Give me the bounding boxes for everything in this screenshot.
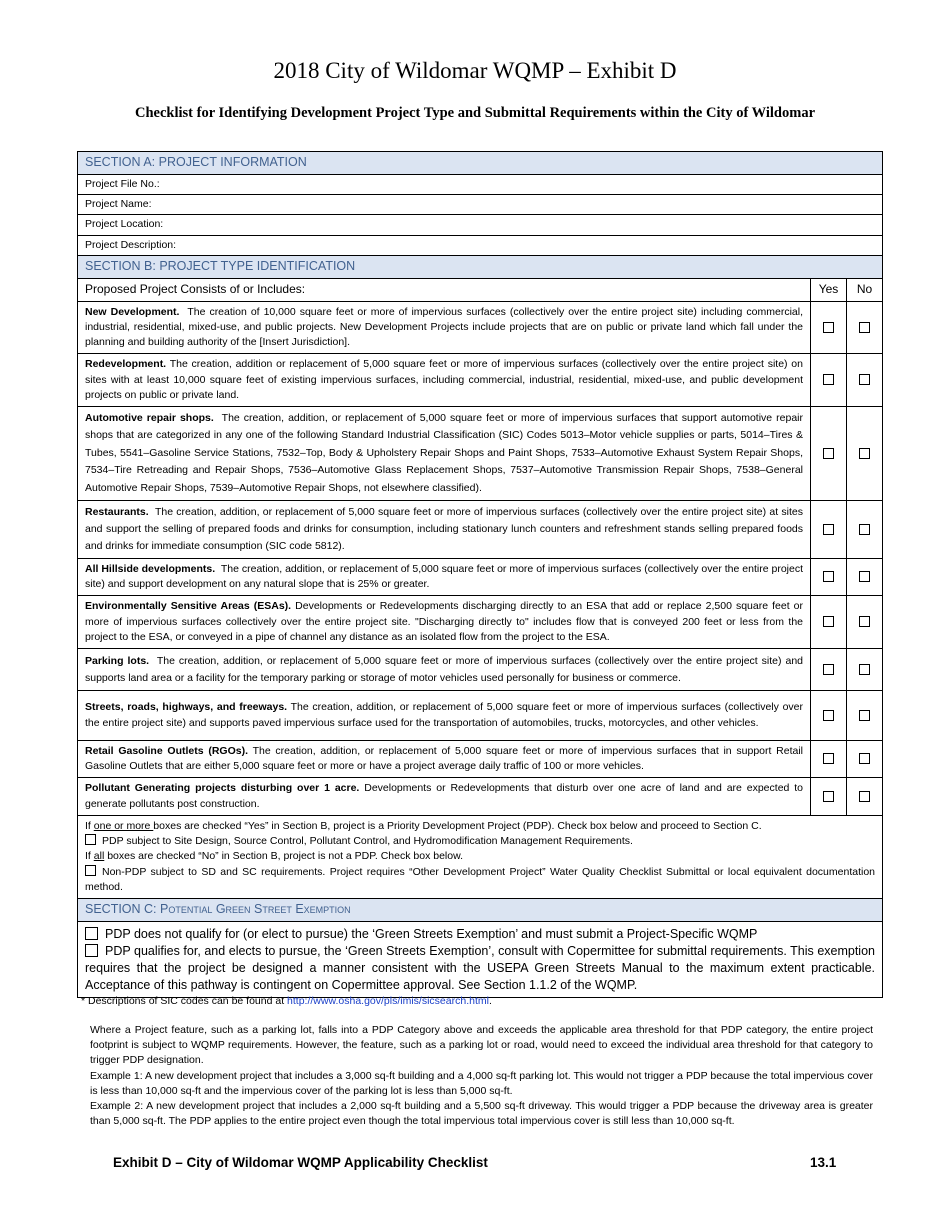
row-text: [78, 596, 811, 649]
yes-checkbox[interactable]: [823, 524, 834, 535]
row-new-development: [78, 301, 883, 354]
sic-search-link[interactable]: http://www.osha.gov/pls/imis/sicsearch.html: [287, 995, 489, 1007]
row-title: Environmentally Sensitive Areas (ESAs).: [85, 600, 292, 613]
row-text: [78, 501, 811, 559]
no-checkbox[interactable]: [859, 791, 870, 802]
row-automotive-repair: [78, 407, 883, 501]
yes-checkbox[interactable]: [823, 710, 834, 721]
note-paragraph: Where a Project feature, such as a parking lot, falls into a PDP Category above and exceeds the applicable area threshold for that PDP category, the entire project footprint is subject to WQMP requirements. However, the feature, such as a parking lot or road, would need to exceed the individual area threshold for that category to trigger PDP designation.: [90, 1024, 873, 1067]
row-description: The creation, addition, or replacement of 5,000 square feet or more of impervious surfaces (collectively over the entire project site) and supports land area or a facility for the temporary parking or storage of motor vehicles used personally for business or commerce.: [85, 654, 803, 684]
yes-checkbox[interactable]: [823, 664, 834, 675]
pdp-option-label: PDP subject to Site Design, Source Control, Pollutant Control, and Hydromodification Management Requirements.: [102, 835, 633, 848]
row-description: Developments or Redevelopments that disturb over one acre of land and are expected to generate pollutants post construction.: [85, 782, 804, 810]
no-checkbox[interactable]: [859, 571, 870, 582]
no-green-streets-label: PDP does not qualify for (or elect to pursue) the ‘Green Streets Exemption’ and must submit a Project-Specific WQMP: [105, 926, 758, 941]
row-title: Restaurants.: [85, 506, 149, 519]
sic-footnote: [81, 995, 492, 1007]
row-description: The creation, addition or replacement of 5,000 square feet or more of impervious surfaces (collectively over the entire project site) on sites with at least 10,000 square feet of existing impervious surfaces, including commercial, industrial, residential, mixed-use, and public development projects on public or private land.: [85, 358, 803, 401]
pdp-checkbox[interactable]: [85, 834, 96, 845]
checklist-table: [77, 151, 883, 998]
instr-text: boxes are checked “No” in Section B, project is not a PDP. Check box below.: [104, 850, 464, 863]
no-column-header: No: [847, 278, 883, 301]
note-example-1: Example 1: A new development project that includes a 3,000 sq-ft building and a 4,000 sq-ft parking lot. This would not trigger a PDP because the total impervious cover is less than 10,000 sq-ft and the impervious cover of the parking lot is less than 5,000 sq-ft.: [90, 1069, 873, 1097]
row-hillside: [78, 559, 883, 596]
yes-checkbox[interactable]: [823, 616, 834, 627]
yes-checkbox[interactable]: [823, 571, 834, 582]
row-retail-gasoline: [78, 741, 883, 778]
row-text: [78, 301, 811, 354]
document-subtitle: Checklist for Identifying Development Project Type and Submittal Requirements within the City of Wildomar: [134, 105, 816, 121]
row-esa: [78, 596, 883, 649]
row-text: [78, 691, 811, 741]
note-example-2: Example 2: A new development project that includes a 2,000 sq-ft building and a 5,500 sq-ft driveway. This would trigger a PDP because the driveway area is greater than 5,000 sq-ft. The PDP applies to the entire project even though the total impervious total impervious cover is still less than 10,000 sq-ft.: [90, 1100, 873, 1128]
no-checkbox[interactable]: [859, 374, 870, 385]
row-title: Redevelopment.: [85, 358, 167, 371]
row-title: New Development.: [85, 305, 180, 318]
section-c-heading: SECTION C: Potential Green Street Exemption: [78, 898, 883, 921]
row-description: The creation, addition, or replacement of 5,000 square feet or more of impervious surfaces that in support Retail Gasoline Outlets that are either 5,000 square feet or more or have a project average daily traffic of 100 or more vehicles.: [85, 745, 803, 773]
project-description-field[interactable]: Project Description:: [78, 235, 883, 255]
pdp-notes: [90, 1023, 873, 1129]
document-title: 2018 City of Wildomar WQMP – Exhibit D: [273, 58, 677, 83]
row-streets-roads: [78, 691, 883, 741]
row-title: Automotive repair shops.: [85, 412, 214, 425]
instr-text: If: [85, 850, 94, 863]
project-file-no-field[interactable]: Project File No.:: [78, 175, 883, 195]
yes-checkbox[interactable]: [823, 753, 834, 764]
no-checkbox[interactable]: [859, 664, 870, 675]
row-text: [78, 354, 811, 407]
row-title: Streets, roads, highways, and freeways.: [85, 701, 288, 714]
yes-checkbox[interactable]: [823, 448, 834, 459]
yes-column-header: Yes: [811, 278, 847, 301]
no-checkbox[interactable]: [859, 524, 870, 535]
row-description: The creation, addition, or replacement of 5,000 square feet or more of impervious surfaces that support automotive repair shops that are categorized in any one of the following Standard Industrial Classification (SIC) Codes 5013–Motor vehicle supplies or parts, 5014–Tires & Tubes, 5541–Gasoline Service Stations, 7532–Top, Body & Upholstery Repair Shops and Paint Shops, 7533–Automotive Exhaust System Repair Shops, 7534–Tire Retreading and Repair Shops, 7536–Automotive Glass Replacement Shops, 7537–Automotive Transmission Repair Shops, 7538–General Automotive Repair Shops, 7539–Automotive Repair Shops, not elsewhere classified).: [85, 412, 803, 494]
row-text: [78, 778, 811, 815]
no-checkbox[interactable]: [859, 616, 870, 627]
green-streets-checkbox[interactable]: [85, 944, 98, 957]
non-pdp-checkbox[interactable]: [85, 865, 96, 876]
yes-checkbox[interactable]: [823, 791, 834, 802]
instr-text: boxes are checked “Yes” in Section B, project is a Priority Development Project (PDP). Check box below and proceed to Section C.: [153, 819, 762, 832]
section-b-prompt: Proposed Project Consists of or Includes:: [78, 278, 811, 301]
row-redevelopment: [78, 354, 883, 407]
row-description: The creation of 10,000 square feet or more of impervious surfaces (collectively over the entire project site) including commercial, industrial, residential, mixed-use, and public projects. New Development Projects include projects that are on public or private land which fall under the planning and building authority of the [Insert Jurisdiction].: [85, 305, 804, 349]
yes-checkbox[interactable]: [823, 374, 834, 385]
row-title: Parking lots.: [85, 654, 150, 667]
instr-underline: one or more: [93, 819, 154, 832]
green-streets-label: PDP qualifies for, and elects to pursue, the ‘Green Streets Exemption’, consult with Copermittee for submittal requirements. This exemption requires that the project be designed a manner consistent with the USEPA Green Streets Manual to the maximum extent practicable. Acceptance of this pathway is contingent on Copermittee approval. See Section 1.1.2 of the WQMP.: [85, 943, 875, 992]
row-title: Pollutant Generating projects disturbing over 1 acre.: [85, 782, 360, 795]
row-description: The creation, addition, or replacement of 5,000 square feet or more of impervious surfaces (collectively over the entire project site) and supports paved impervious surface used for the transportation of automobiles, trucks, motorcycles, and other vehicles.: [85, 701, 804, 729]
row-text: [78, 407, 811, 501]
row-parking-lots: [78, 649, 883, 691]
section-c-options: [78, 921, 883, 997]
project-location-field[interactable]: Project Location:: [78, 215, 883, 235]
row-text: [78, 559, 811, 596]
project-name-field[interactable]: Project Name:: [78, 195, 883, 215]
yes-checkbox[interactable]: [823, 322, 834, 333]
row-title: All Hillside developments.: [85, 563, 216, 576]
instr-underline: all: [93, 850, 105, 863]
row-text: [78, 649, 811, 691]
no-checkbox[interactable]: [859, 710, 870, 721]
row-restaurants: [78, 501, 883, 559]
section-b-instructions: [78, 815, 883, 898]
footer-title: Exhibit D – City of Wildomar WQMP Applicability Checklist: [113, 1155, 488, 1170]
instr-text: If: [85, 819, 94, 832]
non-pdp-option-label: Non-PDP subject to SD and SC requirements. Project requires “Other Development Project” Water Quality Checklist Submittal or local equivalent documentation method.: [85, 865, 875, 893]
footnote-end: .: [488, 995, 492, 1007]
page-number: 13.1: [810, 1155, 837, 1170]
section-b-heading: SECTION B: PROJECT TYPE IDENTIFICATION: [78, 255, 883, 278]
row-description: Developments or Redevelopments discharging directly to an ESA that add or replace 2,500 square feet or more of impervious surfaces collectively over the entire project site. "Discharging directly to" includes flow that is conveyed 200 feet or less from the project to the ESA, or conveyed in a pipe of channel any distance as an isolated flow from the project to the ESA.: [85, 600, 804, 643]
no-checkbox[interactable]: [859, 753, 870, 764]
no-checkbox[interactable]: [859, 322, 870, 333]
footnote-text: * Descriptions of SIC codes can be found at: [81, 995, 288, 1007]
row-text: [78, 741, 811, 778]
row-description: The creation, addition, or replacement of 5,000 square feet or more of impervious surfaces (collectively over the entire project site) and support development on any natural slope that is 25% or greater.: [85, 563, 803, 591]
section-a-heading: SECTION A: PROJECT INFORMATION: [78, 152, 883, 175]
row-description: The creation, addition, or replacement of 5,000 square feet or more of impervious surfaces (collectively over the entire project site) at sites and support the selling of prepared foods and drinks for consumption, including stationary lunch counters and refreshment stands selling prepared foods and drinks for immediate consumption (SIC code 5812).: [85, 506, 803, 553]
no-checkbox[interactable]: [859, 448, 870, 459]
row-title: Retail Gasoline Outlets (RGOs).: [85, 745, 248, 758]
no-green-streets-checkbox[interactable]: [85, 927, 98, 940]
row-pollutant-generating: [78, 778, 883, 815]
